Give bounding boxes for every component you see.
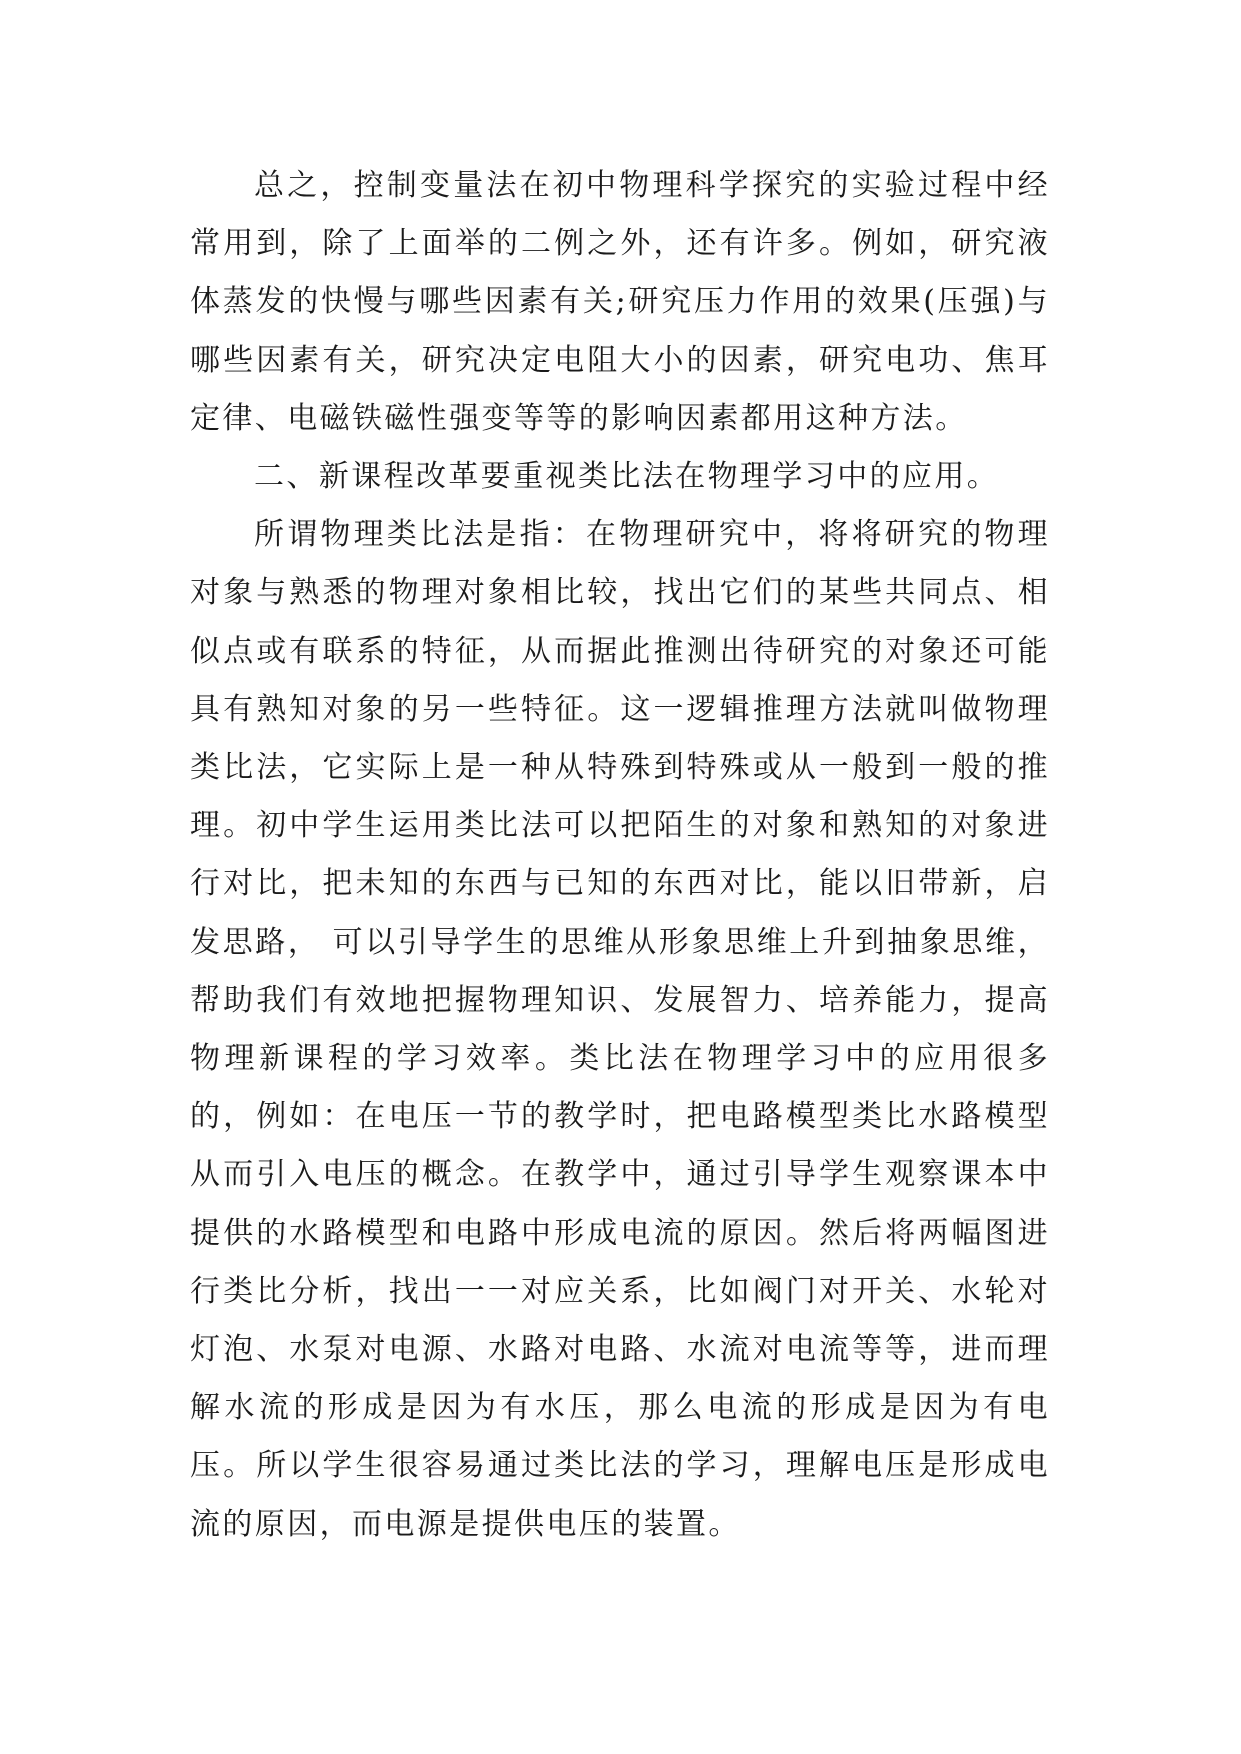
document-body — [190, 157, 1050, 1554]
section-heading-analogy-method: 二、新课程改革要重视类比法在物理学习中的应用。 — [254, 459, 1000, 495]
paragraph-control-variable-summary: 总之，控制变量法在初中物理科学探究的实验过程中经常用到，除了上面举的二例之外，还有许多。例如，研究液体蒸发的快慢与哪些因素有关;研究压力作用的效果(压强)与哪些因素有关，研究决定电阻大小的因素，研究电功、焦耳定律、电磁铁磁性强变等等的影响因素都用这种方法。 — [190, 168, 1050, 436]
paragraph-analogy-method: 所谓物理类比法是指：在物理研究中，将将研究的物理对象与熟悉的物理对象相比较，找出它们的某些共同点、相似点或有联系的特征，从而据此推测出待研究的对象还可能具有熟知对象的另一些特征。这一逻辑推理方法就叫做物理类比法，它实际上是一种从特殊到特殊或从一般到一般的推理。初中学生运用类比法可以把陌生的对象和熟知的对象进行对比，把未知的东西与已知的东西对比，能以旧带新，启发思路， 可以引导学生的思维从形象思维上升到抽象思维，帮助我们有效地把握物理知识、发展智力、培养能力，提高物理新课程的学习效率。类比法在物理学习中的应用很多的，例如：在电压一节的教学时，把电路模型类比水路模型从而引入电压的概念。在教学中，通过引导学生观察课本中提供的水路模型和电路中形成电流的原因。然后将两幅图进行类比分析，找出一一对应关系，比如阀门对开关、水轮对灯泡、水泵对电源、水路对电路、水流对电流等等，进而理解水流的形成是因为有水压，那么电流的形成是因为有电压。所以学生很容易通过类比法的学习，理解电压是形成电流的原因，而电源是提供电压的装置。 — [190, 517, 1050, 1542]
